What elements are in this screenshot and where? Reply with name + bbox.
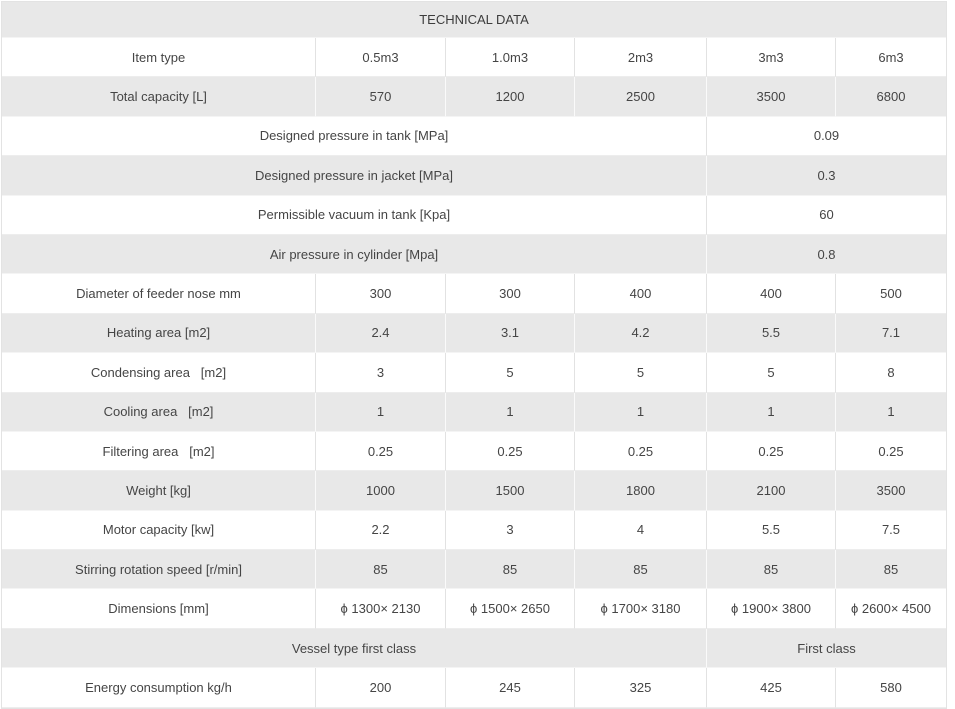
row-label: Weight [kg] (2, 471, 316, 510)
cell-value: 3 (316, 353, 446, 392)
cell-value: 2m3 (575, 38, 707, 77)
table-row-feeder-nose (2, 274, 946, 313)
cell-value: 3 (446, 511, 575, 550)
cell-value: 3m3 (707, 38, 836, 77)
cell-value: 2.2 (316, 511, 446, 550)
cell-value: 3500 (707, 77, 836, 116)
cell-value: 85 (836, 550, 946, 589)
cell-value: 85 (707, 550, 836, 589)
row-label: Filtering area [m2] (2, 432, 316, 471)
cell-value: 2500 (575, 77, 707, 116)
cell-value: 0.09 (707, 117, 946, 156)
cell-value: 0.8 (707, 235, 946, 274)
cell-value: 5 (707, 353, 836, 392)
cell-value: 85 (316, 550, 446, 589)
cell-value: ϕ 1900× 3800 (707, 589, 836, 628)
cell-value: 1500 (446, 471, 575, 510)
cell-value: 300 (316, 274, 446, 313)
row-label: Motor capacity [kw] (2, 511, 316, 550)
cell-value: 300 (446, 274, 575, 313)
row-label: Item type (2, 38, 316, 77)
row-label: Heating area [m2] (2, 314, 316, 353)
cell-value: 7.1 (836, 314, 946, 353)
cell-value: 85 (575, 550, 707, 589)
row-label: Dimensions [mm] (2, 589, 316, 628)
cell-value: 3500 (836, 471, 946, 510)
row-label: Designed pressure in jacket [MPa] (2, 156, 707, 195)
cell-value: 7.5 (836, 511, 946, 550)
cell-value: 5 (575, 353, 707, 392)
table-row-item-type (2, 38, 946, 77)
cell-value: 200 (316, 668, 446, 707)
cell-value: ϕ 1300× 2130 (316, 589, 446, 628)
cell-value: 5 (446, 353, 575, 392)
row-label: Energy consumption kg/h (2, 668, 316, 707)
row-label: Permissible vacuum in tank [Kpa] (2, 196, 707, 235)
table-row-air-pressure (2, 235, 946, 274)
cell-value: First class (707, 629, 946, 668)
cell-value: 580 (836, 668, 946, 707)
cell-value: 0.3 (707, 156, 946, 195)
cell-value: ϕ 1500× 2650 (446, 589, 575, 628)
table-row-pressure-tank (2, 117, 946, 156)
cell-value: 245 (446, 668, 575, 707)
row-label: Vessel type first class (2, 629, 707, 668)
cell-value: 325 (575, 668, 707, 707)
table-title: TECHNICAL DATA (2, 2, 946, 38)
cell-value: 4 (575, 511, 707, 550)
cell-value: 400 (575, 274, 707, 313)
cell-value: 1200 (446, 77, 575, 116)
cell-value: 1.0m3 (446, 38, 575, 77)
cell-value: 1 (575, 393, 707, 432)
row-label: Diameter of feeder nose mm (2, 274, 316, 313)
table-title-row (2, 2, 946, 38)
cell-value: 2100 (707, 471, 836, 510)
row-label: Stirring rotation speed [r/min] (2, 550, 316, 589)
cell-value: 0.25 (316, 432, 446, 471)
row-label: Total capacity [L] (2, 77, 316, 116)
table-row-permissible-vacuum (2, 196, 946, 235)
row-label: Air pressure in cylinder [Mpa] (2, 235, 707, 274)
table-row-stirring-speed (2, 550, 946, 589)
cell-value: 500 (836, 274, 946, 313)
row-label: Cooling area [m2] (2, 393, 316, 432)
table-row-heating-area (2, 314, 946, 353)
cell-value: 6800 (836, 77, 946, 116)
cell-value: 0.25 (446, 432, 575, 471)
cell-value: ϕ 1700× 3180 (575, 589, 707, 628)
table-row-cooling-area (2, 393, 946, 432)
cell-value: 0.25 (707, 432, 836, 471)
cell-value: 1800 (575, 471, 707, 510)
cell-value: 60 (707, 196, 946, 235)
table-row-total-capacity (2, 77, 946, 116)
cell-value: 85 (446, 550, 575, 589)
cell-value: 0.25 (575, 432, 707, 471)
table-row-filtering-area (2, 432, 946, 471)
cell-value: 1 (836, 393, 946, 432)
row-label: Designed pressure in tank [MPa] (2, 117, 707, 156)
cell-value: ϕ 2600× 4500 (836, 589, 946, 628)
cell-value: 0.25 (836, 432, 946, 471)
cell-value: 400 (707, 274, 836, 313)
cell-value: 1 (446, 393, 575, 432)
cell-value: 0.5m3 (316, 38, 446, 77)
cell-value: 1 (316, 393, 446, 432)
table-row-pressure-jacket (2, 156, 946, 195)
cell-value: 2.4 (316, 314, 446, 353)
row-label: Condensing area [m2] (2, 353, 316, 392)
technical-data-table (1, 1, 947, 709)
cell-value: 1 (707, 393, 836, 432)
table-row-weight (2, 471, 946, 510)
cell-value: 8 (836, 353, 946, 392)
cell-value: 6m3 (836, 38, 946, 77)
cell-value: 4.2 (575, 314, 707, 353)
cell-value: 5.5 (707, 314, 836, 353)
cell-value: 425 (707, 668, 836, 707)
table-row-energy-consumption (2, 668, 946, 707)
cell-value: 5.5 (707, 511, 836, 550)
table-row-motor-capacity (2, 511, 946, 550)
cell-value: 570 (316, 77, 446, 116)
table-row-dimensions (2, 589, 946, 628)
table-row-condensing-area (2, 353, 946, 392)
cell-value: 1000 (316, 471, 446, 510)
cell-value: 3.1 (446, 314, 575, 353)
table-row-vessel-type (2, 629, 946, 668)
